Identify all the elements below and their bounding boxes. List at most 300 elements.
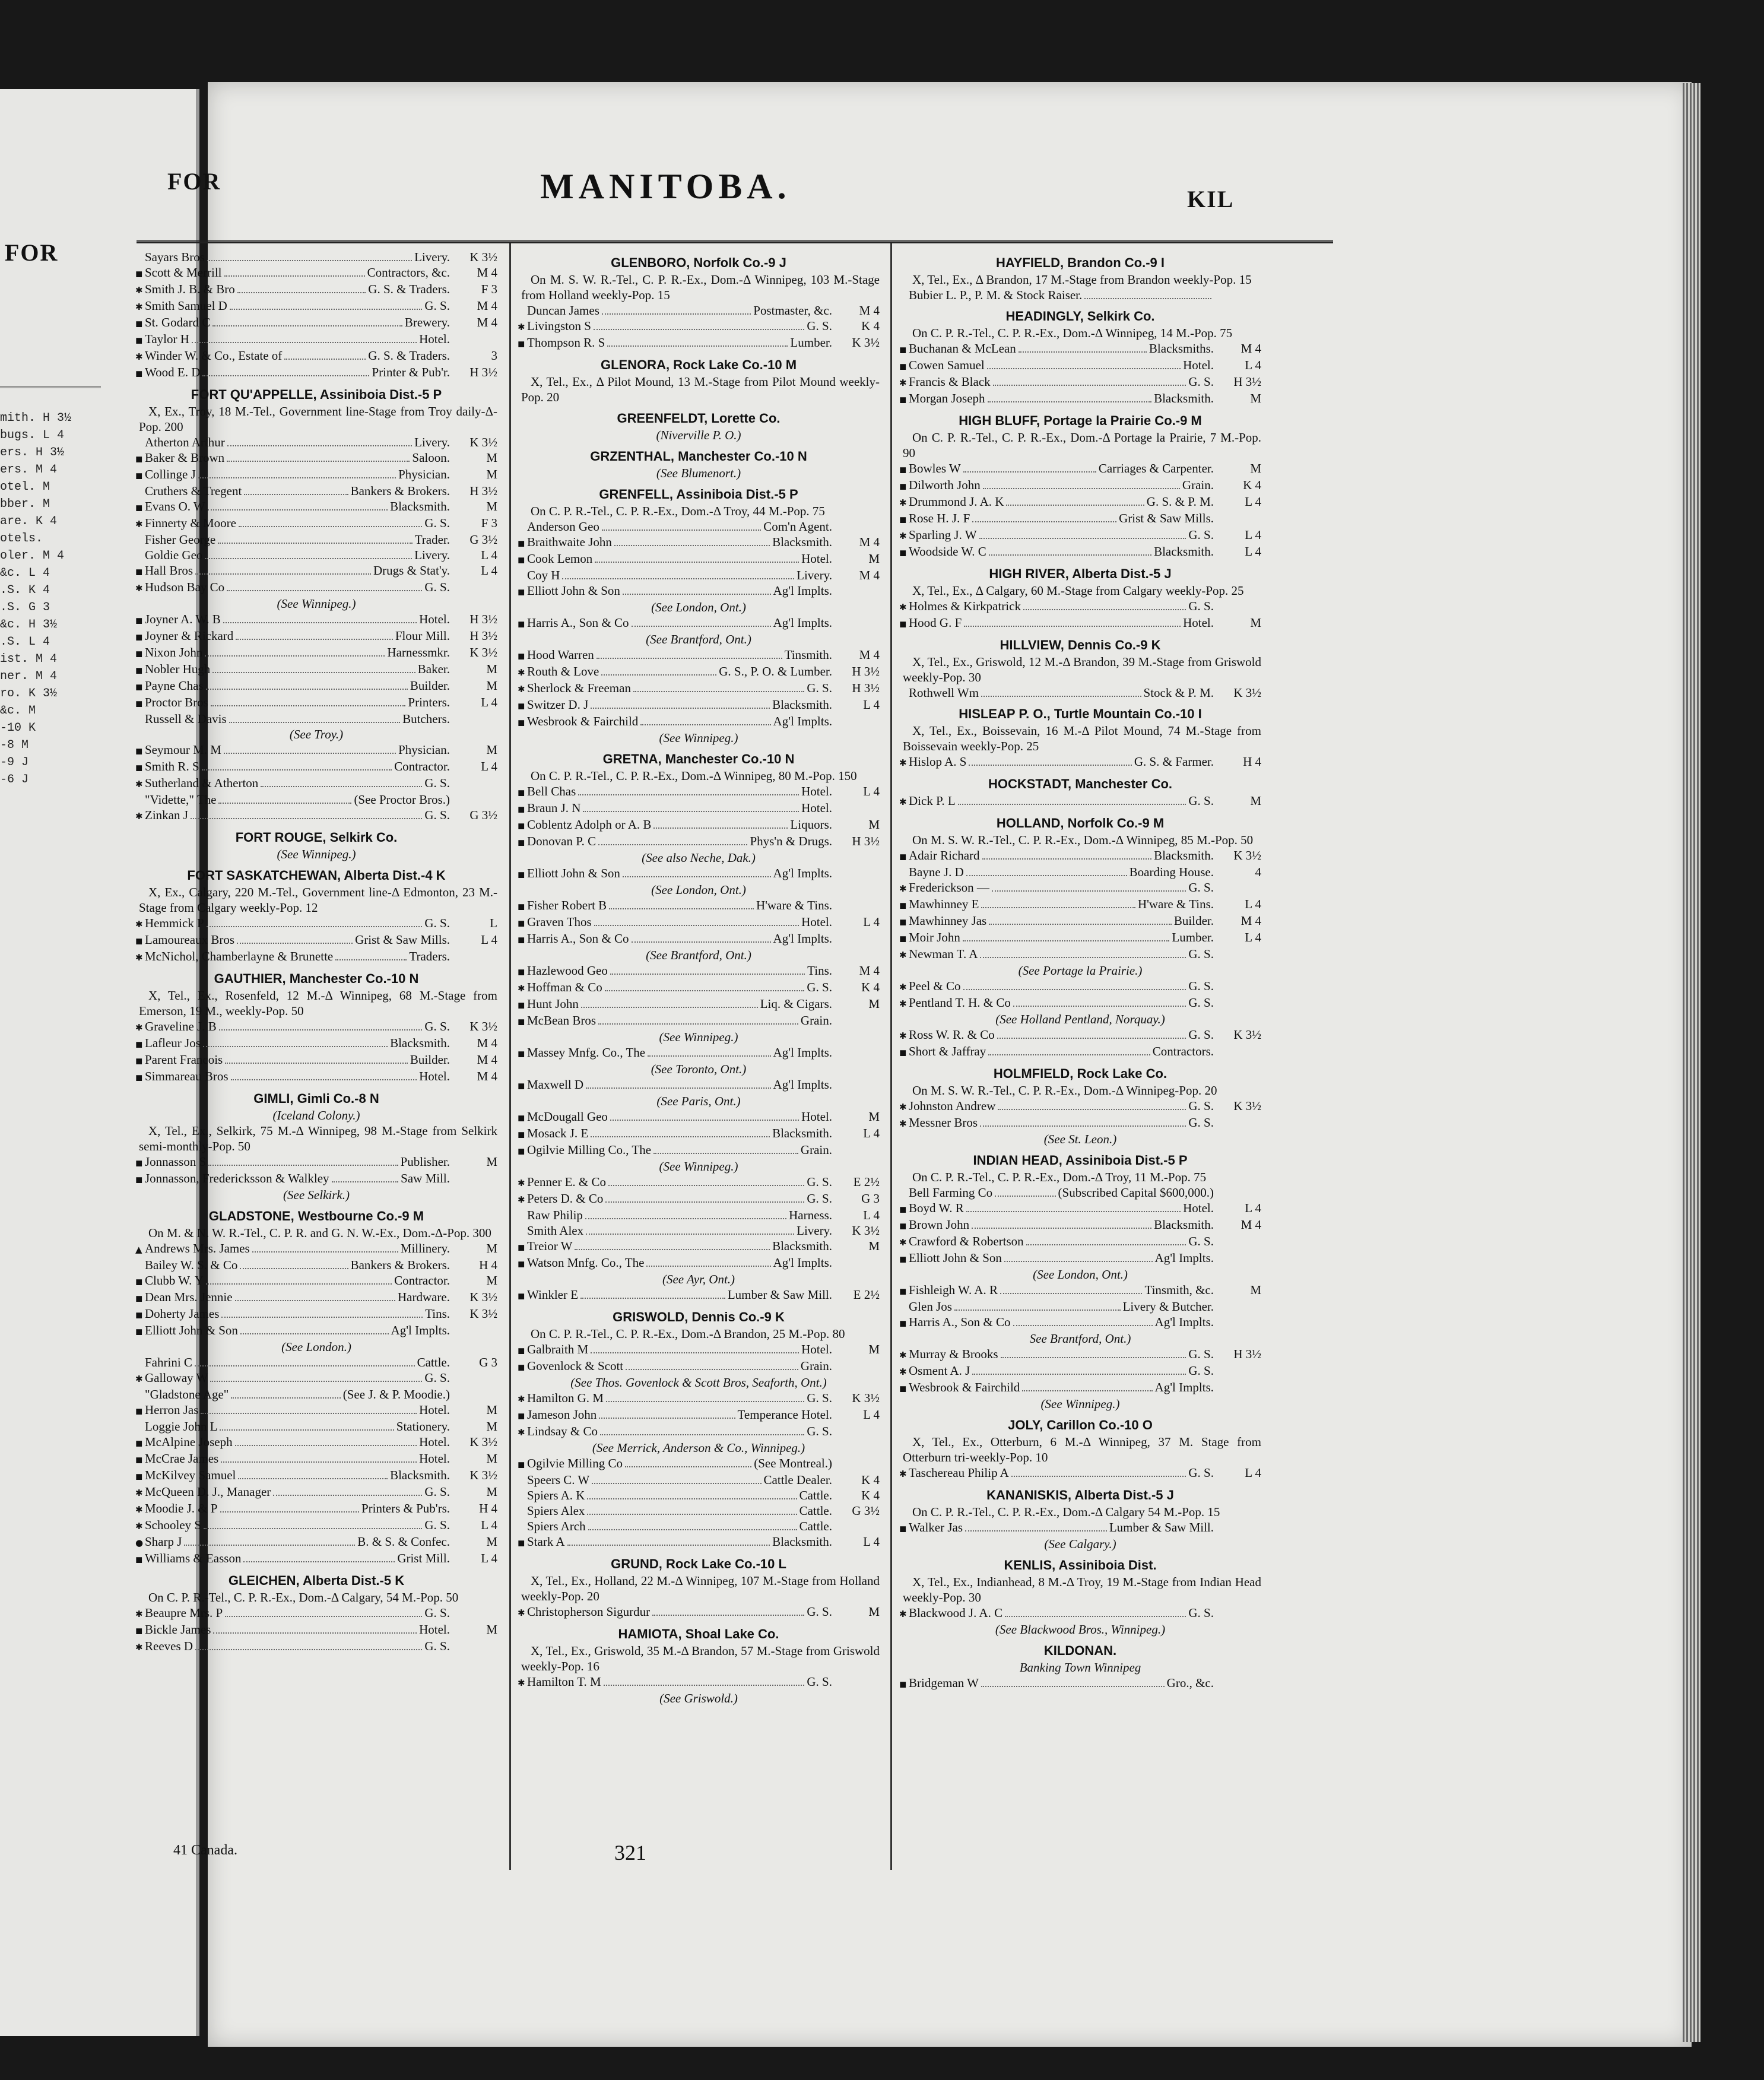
leader-dots: [989, 924, 1172, 925]
town-heading: GRETNA, Manchester Co.-10 N: [602, 752, 795, 766]
directory-entry: [135, 1534, 497, 1551]
leader-dots: [220, 1511, 359, 1513]
entry-name: Lamoureaux Bros: [145, 933, 235, 947]
directory-entry: [899, 1465, 1261, 1482]
entry-name: Mawhinney Jas: [909, 914, 987, 928]
directory-entry: [518, 519, 880, 534]
leader-dots: [972, 521, 1116, 522]
leader-dots: [981, 696, 1141, 697]
entry-name: Nixon John: [145, 645, 203, 659]
entry-business: Ag'l Implts.: [773, 1255, 832, 1270]
cross-reference-note: (See Winnipeg.): [659, 1030, 738, 1044]
directory-entry: [135, 1171, 497, 1187]
entry-name: Lindsay & Co: [527, 1424, 598, 1438]
entry-marker-icon: ◼: [135, 1454, 143, 1465]
leader-dots: [1004, 1261, 1153, 1262]
entry-marker-icon: ✱: [899, 531, 907, 541]
entry-marker-icon: ✱: [518, 1194, 525, 1205]
leader-dots: [623, 876, 771, 877]
entry-business: Hotel.: [419, 1069, 450, 1083]
entry-business: Carriages & Carpenter.: [1098, 461, 1214, 475]
entry-rating: L 4: [863, 915, 880, 929]
entry-business: Printer & Pub'r.: [372, 365, 450, 379]
entry-business: G. S. & Farmer.: [1134, 754, 1214, 769]
entry-name: Galloway W: [145, 1371, 208, 1385]
entry-name: Massey Mnfg. Co., The: [527, 1045, 646, 1060]
entry-name: Hemmick P: [145, 916, 204, 930]
leader-dots: [963, 940, 1169, 941]
town-heading: HIGH RIVER, Alberta Dist.-5 J: [989, 566, 1172, 581]
entry-marker-icon: ◼: [518, 1080, 525, 1091]
entry-rating: M: [486, 1419, 497, 1434]
entry-rating: M: [486, 1241, 497, 1255]
entry-business: Liq. & Cigars.: [760, 997, 832, 1011]
entry-name: Coblentz Adolph or A. B: [527, 817, 652, 832]
entry-name: Graven Thos: [527, 915, 592, 929]
entry-business: Hotel.: [801, 784, 832, 798]
entry-name: Hood Warren: [527, 648, 594, 662]
entry-rating: L 4: [1245, 358, 1261, 372]
entry-business: Builder.: [1173, 914, 1214, 928]
entry-business: Blacksmith.: [390, 1036, 450, 1050]
leader-dots: [218, 803, 351, 804]
entry-name: Bridgeman W: [909, 1676, 979, 1690]
entry-name: Zinkan J: [145, 808, 188, 822]
directory-entry: [135, 281, 497, 298]
entry-rating: L 4: [1245, 494, 1261, 509]
leader-dots: [587, 1498, 797, 1499]
town-heading: KENLIS, Assiniboia Dist.: [1004, 1558, 1157, 1572]
entry-business: (See J. & P. Moodie.): [342, 1387, 450, 1402]
entry-rating: K 3½: [1233, 686, 1261, 700]
cross-reference-note: (See Winnipeg.): [1040, 1397, 1120, 1411]
entry-marker-icon: ✱: [135, 811, 143, 822]
directory-entry: [518, 1423, 880, 1440]
entry-rating: M: [1250, 794, 1261, 808]
entry-marker-icon: ◼: [899, 394, 907, 405]
entry-business: Physician.: [398, 743, 450, 757]
entry-business: Saw Mill.: [401, 1171, 450, 1185]
leader-dots: [273, 1495, 422, 1496]
entry-rating: K 4: [1243, 478, 1261, 492]
entry-name: Johnston Andrew: [909, 1099, 996, 1113]
entry-marker-icon: ◼: [518, 700, 525, 711]
entry-rating: K 4: [861, 980, 880, 994]
cross-reference-note: (See Winnipeg.): [277, 847, 356, 861]
entry-name: Fishleigh W. A. R: [909, 1283, 998, 1297]
leader-dots: [964, 626, 1181, 627]
entry-name: Hazlewood Geo: [527, 963, 608, 978]
entry-name: Hudson Bay Co: [145, 580, 225, 594]
entry-business: G. S.: [424, 1485, 450, 1499]
directory-entry: [135, 348, 497, 364]
entry-name: Winkler E: [527, 1288, 579, 1302]
entry-marker-icon: ◼: [135, 648, 143, 659]
leader-dots: [988, 401, 1152, 402]
entry-rating: K 3½: [1233, 1028, 1261, 1042]
entry-rating: H 3½: [469, 365, 497, 379]
entry-name: Spiers A. K: [527, 1488, 585, 1502]
entry-marker-icon: ◼: [518, 820, 525, 831]
leader-dots: [993, 385, 1186, 386]
leader-dots: [208, 1165, 398, 1166]
entry-name: McNichol, Chamberlayne & Brunette: [145, 949, 334, 963]
entry-name: Peel & Co: [909, 979, 961, 993]
directory-entry: [518, 979, 880, 996]
directory-entry: [518, 1013, 880, 1029]
entry-marker-icon: ◼: [518, 1410, 525, 1421]
leader-dots: [963, 471, 1096, 473]
previous-page-text-fragments: mith. H 3½ bugs. L 4 ers. H 3½ ers. M 4 otel. M bber. M are. K 4 otels. oler. M 4 &c. L 4 .S. K 4 .S. G 3 &c. H 3½ .S. L 4 ist. M 4 ner. M 4 ro. K 3½ &c. M -10 K -8 M -9 J -6 J: [0, 411, 72, 787]
entry-marker-icon: ◼: [518, 901, 525, 912]
leader-dots: [608, 1185, 804, 1186]
entry-rating: M 4: [859, 648, 880, 662]
entry-name: Bickle James: [145, 1622, 211, 1637]
entry-name: Payne Chas: [145, 678, 204, 693]
entry-marker-icon: ◼: [135, 368, 143, 379]
leader-dots: [980, 957, 1186, 958]
entry-name: Coy H: [527, 568, 560, 582]
leader-dots: [239, 526, 422, 527]
directory-entry: [135, 742, 497, 759]
directory-entry: [899, 1299, 1261, 1314]
entry-name: Ogilvie Milling Co., The: [527, 1143, 652, 1157]
town-heading: GIMLI, Gimli Co.-8 N: [253, 1091, 379, 1106]
entry-business: Hotel.: [1183, 1201, 1214, 1215]
entry-rating: L 4: [1245, 930, 1261, 944]
entry-name: Sharp J: [145, 1534, 182, 1549]
entry-business: Ag'l Implts.: [773, 1077, 832, 1092]
leader-dots: [609, 908, 754, 909]
cross-reference-note: (See Blumenort.): [656, 466, 741, 480]
directory-entry: [899, 848, 1261, 864]
directory-entry: [135, 1434, 497, 1451]
leader-dots: [1013, 1006, 1186, 1007]
entry-business: Blacksmith.: [1154, 1217, 1214, 1232]
leader-dots: [604, 1685, 805, 1686]
town-heading: GLENORA, Rock Lake Co.-10 M: [600, 357, 797, 372]
entry-name: Proctor Bros: [145, 695, 208, 709]
leader-dots: [1006, 505, 1144, 506]
entry-marker-icon: ◼: [518, 837, 525, 848]
directory-entry: [135, 645, 497, 661]
entry-business: G. S.: [1188, 528, 1214, 542]
entry-name: Smith J. B. & Bro: [145, 282, 235, 296]
entry-name: Loggie John L: [145, 1419, 218, 1434]
entry-name: Graveline J. B: [145, 1019, 217, 1033]
entry-business: Blacksmith.: [772, 1239, 832, 1253]
entry-marker-icon: ◼: [518, 554, 525, 565]
town-heading: HILLVIEW, Dennis Co.-9 K: [1000, 638, 1161, 652]
entry-marker-icon: ✱: [899, 950, 907, 960]
directory-entry: [135, 1355, 497, 1370]
entry-business: Grain.: [800, 1359, 832, 1373]
entry-business: G. S.: [424, 776, 450, 790]
leader-dots: [983, 488, 1180, 489]
leader-dots: [223, 622, 417, 623]
leader-dots: [225, 1063, 408, 1064]
leader-dots: [237, 292, 366, 293]
entry-business: Grain.: [800, 1143, 832, 1157]
entry-rating: H 3½: [1233, 1347, 1261, 1361]
leader-dots: [1019, 351, 1147, 353]
directory-entry: [135, 1402, 497, 1419]
entry-business: Grist Mill.: [397, 1551, 450, 1565]
entry-name: Thompson R. S: [527, 335, 605, 350]
town-description: On C. P. R.-Tel., C. P. R.-Ex., Dom.-Δ Calgary, 54 M.-Pop. 50: [148, 1590, 459, 1605]
entry-name: Treior W: [527, 1239, 573, 1253]
entry-marker-icon: ◼: [518, 1291, 525, 1301]
entry-name: Dilworth John: [909, 478, 981, 492]
entry-marker-icon: ✱: [135, 1374, 143, 1384]
directory-entry: [899, 511, 1261, 527]
directory-entry: [899, 287, 1261, 303]
entry-marker-icon: ◼: [518, 586, 525, 597]
directory-entry: [518, 303, 880, 318]
entry-business: Ag'l Implts.: [773, 616, 832, 630]
entry-name: Routh & Love: [527, 664, 599, 678]
entry-rating: M: [1250, 1283, 1261, 1297]
cross-reference-note: (See St. Leon.): [1043, 1132, 1117, 1146]
entry-name: Joyner & Rickard: [145, 629, 234, 643]
leader-dots: [586, 1234, 794, 1235]
entry-rating: M: [868, 997, 880, 1011]
leader-dots: [1005, 1616, 1186, 1617]
entry-name: Elliott John & Son: [909, 1251, 1002, 1265]
cross-reference-note: (See Winnipeg.): [659, 731, 738, 745]
entry-name: Hamilton G. M: [527, 1391, 604, 1405]
directory-entry: [135, 661, 497, 678]
directory-entry: [135, 1419, 497, 1434]
town-heading: JOLY, Carillon Co.-10 O: [1008, 1418, 1153, 1432]
entry-rating: M: [486, 467, 497, 481]
leader-dots: [1001, 1357, 1186, 1358]
directory-entry: [135, 775, 497, 792]
entry-name: Duncan James: [527, 303, 599, 318]
leader-dots: [972, 1374, 1186, 1375]
entry-marker-icon: ◼: [899, 917, 907, 927]
leader-dots: [966, 1211, 1181, 1212]
leader-dots: [980, 1125, 1186, 1127]
entry-business: Temperance Hotel.: [737, 1407, 832, 1422]
entry-marker-icon: ◼: [518, 1146, 525, 1156]
entry-business: G. S.: [424, 916, 450, 930]
entry-marker-icon: ✱: [135, 285, 143, 296]
entry-name: Boyd W. R: [909, 1201, 964, 1215]
directory-entry: [135, 315, 497, 331]
header-rule: [137, 240, 1333, 243]
leader-dots: [626, 1369, 798, 1370]
entry-marker-icon: ✱: [899, 1609, 907, 1619]
entry-business: Publisher.: [400, 1155, 450, 1169]
leader-dots: [614, 545, 770, 546]
entry-marker-icon: ●: [135, 1537, 144, 1548]
leader-dots: [202, 375, 369, 376]
entry-rating: K 4: [861, 1473, 880, 1487]
town-description: X, Tel., Ex., Indianhead, 8 M.-Δ Troy, 19 M.-Stage from Indian Head weekly-Pop. 30: [903, 1575, 1261, 1605]
entry-rating: L 4: [863, 697, 880, 712]
town-description: On C. P. R.-Tel., C. P. R.-Ex., Dom.-Δ Winnipeg, 80 M.-Pop. 150: [531, 769, 857, 783]
entry-marker-icon: ✱: [135, 919, 143, 930]
column-divider: [890, 243, 892, 1870]
town-description: On C. P. R.-Tel., C. P. R.-Ex., Dom.-Δ Brandon, 25 M.-Pop. 80: [531, 1327, 845, 1341]
entry-name: Fahrini C: [145, 1355, 192, 1369]
entry-business: Cattle.: [799, 1519, 832, 1533]
entry-marker-icon: ◼: [899, 1220, 907, 1231]
town-heading: KANANISKIS, Alberta Dist.-5 J: [986, 1488, 1174, 1502]
entry-rating: M 4: [477, 1036, 497, 1050]
entry-name: Bubier L. P., P. M. & Stock Raiser.: [909, 288, 1083, 302]
entry-marker-icon: ◼: [135, 566, 143, 577]
entry-marker-icon: ◼: [518, 787, 525, 798]
entry-name: Doherty James: [145, 1307, 220, 1321]
entry-business: Tins.: [807, 963, 832, 978]
entry-rating: L 4: [1245, 1466, 1261, 1480]
entry-business: Traders.: [409, 949, 450, 963]
entry-business: Phys'n & Drugs.: [750, 834, 832, 848]
page-title: MANITOBA.: [540, 167, 791, 206]
directory-entry: [899, 913, 1261, 930]
directory-entry: [899, 341, 1261, 357]
directory-entry: [518, 680, 880, 697]
entry-business: Hotel.: [419, 1403, 450, 1417]
entry-business: Livery.: [414, 250, 450, 264]
entry-rating: K 3½: [852, 1391, 880, 1405]
cross-reference-note: (See Selkirk.): [283, 1188, 350, 1202]
entry-rating: L 4: [863, 1208, 880, 1222]
entry-name: McQueen D. J., Manager: [145, 1485, 271, 1499]
entry-rating: M: [868, 1109, 880, 1124]
entry-marker-icon: ◼: [135, 936, 143, 946]
entry-name: Harris A., Son & Co: [909, 1315, 1011, 1329]
entry-business: Grain.: [800, 1013, 832, 1028]
leader-dots: [335, 959, 407, 960]
entry-business: Blacksmith.: [772, 697, 832, 712]
entry-marker-icon: ◼: [899, 1047, 907, 1058]
directory-entry: [518, 664, 880, 680]
entry-business: Livery.: [414, 548, 450, 562]
directory-entry: [899, 864, 1261, 880]
leader-dots: [221, 1461, 417, 1463]
entry-marker-icon: ✱: [135, 952, 143, 963]
entry-business: H'ware & Tins.: [756, 898, 832, 912]
entry-business: Blacksmith.: [772, 1126, 832, 1140]
entry-name: Morgan Joseph: [909, 391, 985, 405]
directory-entry: [518, 1125, 880, 1142]
entry-name: Bell Farming Co: [909, 1185, 993, 1200]
entry-name: Newman T. A: [909, 947, 978, 961]
entry-business: (Subscribed Capital $600,000.): [1058, 1185, 1214, 1200]
entry-marker-icon: ✱: [899, 1469, 907, 1479]
directory-entry: [518, 1407, 880, 1423]
directory-entry: [135, 1241, 497, 1257]
leader-dots: [243, 1561, 395, 1562]
leader-dots: [610, 1120, 799, 1121]
entry-name: Nobler Hugh: [145, 662, 211, 676]
directory-entry: [899, 995, 1261, 1012]
entry-name: Adair Richard: [909, 848, 980, 863]
entry-business: G. S.: [1188, 1466, 1214, 1480]
cross-reference-note: (See London, Ont.): [1033, 1267, 1128, 1282]
leader-dots: [585, 1218, 786, 1219]
entry-marker-icon: ✱: [518, 1178, 525, 1188]
entry-business: G. S., P. O. & Lumber.: [719, 664, 832, 678]
leader-dots: [1000, 1293, 1143, 1294]
town-description: X, Tel., Ex., Griswold, 12 M.-Δ Brandon, 39 M.-Stage from Griswold weekly-Pop. 30: [903, 655, 1261, 684]
entry-rating: L: [490, 916, 497, 930]
directory-entry: [899, 598, 1261, 615]
directory-entry: [518, 1255, 880, 1272]
entry-marker-icon: ✱: [135, 351, 143, 362]
entry-name: McKilvey Samuel: [145, 1468, 236, 1482]
leader-dots: [231, 1079, 417, 1080]
entry-name: Stark A: [527, 1534, 565, 1549]
entry-business: G. S.: [807, 1675, 832, 1689]
directory-entry: [518, 1223, 880, 1238]
entry-rating: K 3½: [469, 1019, 497, 1033]
entry-business: G. S.: [424, 1639, 450, 1653]
directory-entry: [899, 615, 1261, 632]
entry-business: Livery.: [797, 568, 832, 582]
entry-name: Switzer D. J: [527, 697, 589, 712]
entry-marker-icon: ✱: [899, 998, 907, 1009]
directory-entry: [518, 1503, 880, 1518]
leader-dots: [240, 1333, 389, 1334]
entry-rating: K 3½: [469, 435, 497, 449]
entry-business: Blacksmith.: [390, 499, 450, 513]
entry-rating: L 4: [481, 1551, 497, 1565]
entry-name: Winder W. & Co., Estate of: [145, 348, 283, 363]
cross-reference-note: (See Blackwood Bros., Winnipeg.): [995, 1622, 1166, 1637]
entry-rating: M 4: [859, 303, 880, 318]
entry-name: Drummond J. A. K: [909, 494, 1004, 509]
entry-name: Galbraith M: [527, 1342, 589, 1356]
entry-business: Hotel.: [419, 1622, 450, 1637]
entry-business: Lumber & Saw Mill.: [1109, 1520, 1214, 1534]
entry-marker-icon: ✱: [899, 982, 907, 993]
cross-reference-note: (Niverville P. O.): [656, 428, 741, 442]
entry-marker-icon: ✱: [518, 983, 525, 994]
entry-name: Watson Mnfg. Co., The: [527, 1255, 645, 1270]
entry-business: Butchers.: [402, 712, 450, 726]
entry-business: G. S.: [807, 1391, 832, 1405]
cross-reference-note: (See Portage la Prairie.): [1018, 963, 1143, 978]
leader-dots: [588, 1529, 797, 1530]
entry-business: G. S.: [807, 1191, 832, 1206]
entry-name: Pentland T. H. & Co: [909, 995, 1011, 1010]
entry-name: Smith R. S: [145, 759, 199, 773]
entry-name: Moodie J. & P: [145, 1501, 218, 1515]
directory-entry: [135, 792, 497, 807]
entry-name: McDougall Geo: [527, 1109, 608, 1124]
leader-dots: [652, 1615, 804, 1616]
leader-dots: [602, 313, 751, 315]
leader-dots: [581, 1007, 758, 1008]
entry-business: Builder.: [410, 678, 450, 693]
entry-marker-icon: ◼: [135, 665, 143, 676]
cross-reference-note: (See Thos. Govenlock & Scott Bros, Seaforth, Ont.): [570, 1375, 827, 1390]
entry-marker-icon: ✱: [899, 1031, 907, 1041]
town-description: X, Tel., Ex., Boissevain, 16 M.-Δ Pilot Mound, 74 M.-Stage from Boissevain weekly-Pop. 25: [903, 724, 1261, 753]
entry-name: Peters D. & Co: [527, 1191, 604, 1206]
entry-business: Bankers & Brokers.: [350, 484, 450, 498]
entry-rating: M: [486, 1403, 497, 1417]
entry-business: (See Proctor Bros.): [354, 792, 450, 807]
entry-rating: M: [868, 551, 880, 566]
directory-entry: [518, 1358, 880, 1375]
entry-name: Spiers Alex: [527, 1504, 585, 1518]
leader-dots: [191, 818, 422, 819]
